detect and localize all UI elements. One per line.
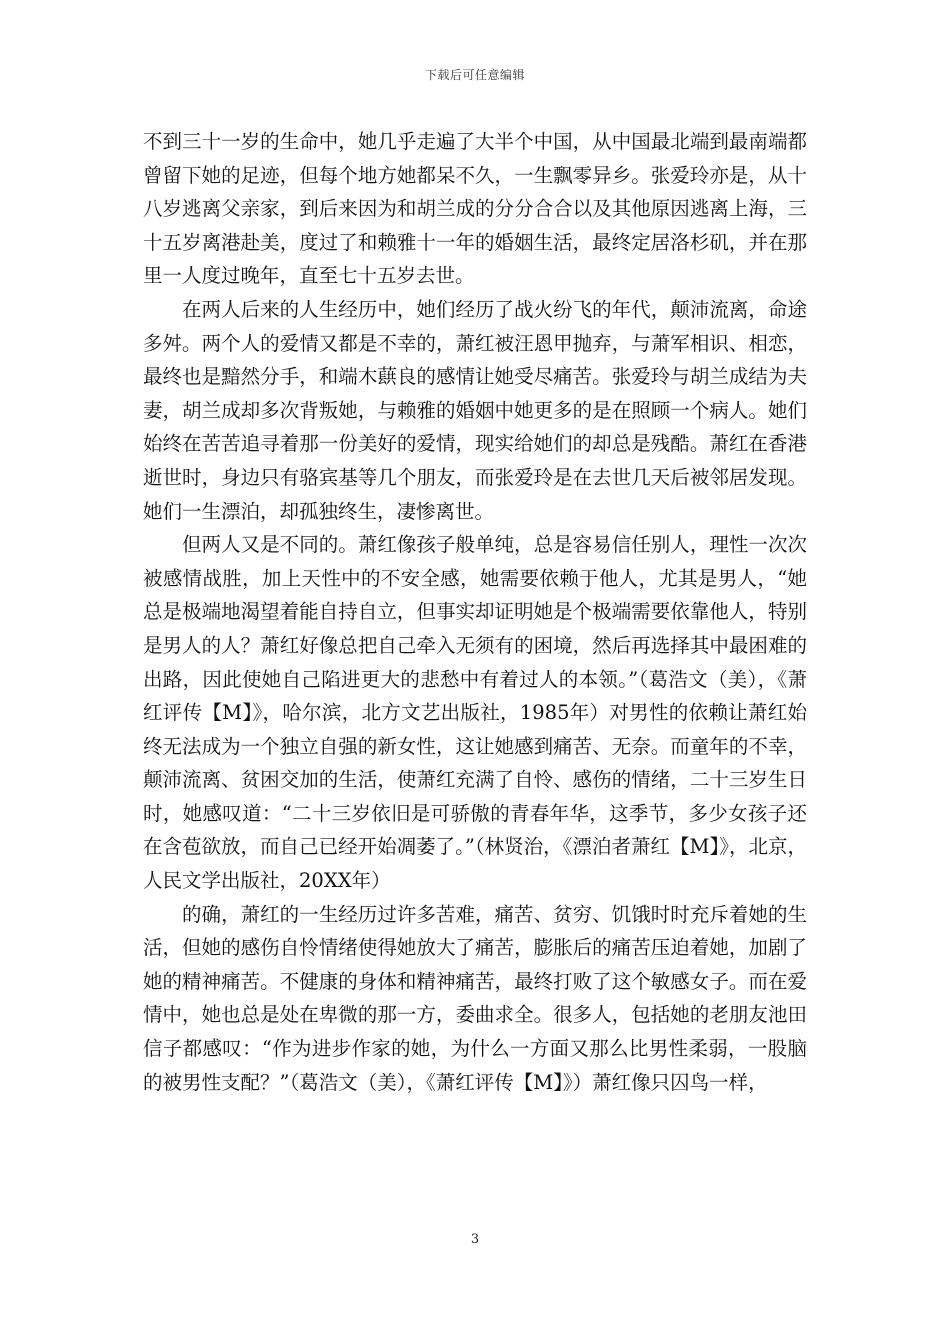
paragraph-2: 在两人后来的人生经历中，她们经历了战火纷飞的年代，颠沛流离，命途多舛。两个人的爱情又都是不幸的，萧红被汪恩甲抛弃，与萧军相识、相恋，最终也是黯然分手，和端木蕻良的感情让她受尽痛苦。张爱玲与胡兰成结为夫妻，胡兰成却多次背叛她，与赖雅的婚姻中她更多的是在照顾一个病人。她们始终在苦苦追寻着那一份美好的爱情，现实给她们的却总是残酷。萧红在香港逝世时，身边只有骆宾基等几个朋友，而张爱玲是在去世几天后被邻居发现。她们一生漂泊，却孤独终生，凄惨离世。: [143, 297, 807, 523]
page-header: 下载后可任意编辑: [424, 68, 525, 82]
body-text: [143, 125, 807, 1099]
paragraph-4: 的确，萧红的一生经历过许多苦难，痛苦、贫穷、饥饿时时充斥着她的生活，但她的感伤自怜情绪使得她放大了痛苦，膨胀后的痛苦压迫着她，加剧了她的精神痛苦。不健康的身体和精神痛苦，最终打败了这个敏感女子。而在爱情中，她也总是处在卑微的那一方，委曲求全。很多人，包括她的老朋友池田信子都感叹：“作为进步作家的她，为什么一方面又那么比男性柔弱，一股脑的被男性支配？”（葛浩文（美），《萧红评传【M】》）萧红像只囚鸟一样，: [143, 902, 807, 1094]
paragraph-3: 但两人又是不同的。萧红像孩子般单纯，总是容易信任别人，理性一次次被感情战胜，加上天性中的不安全感，她需要依赖于他人，尤其是男人，“她总是极端地渴望着能自持自立，但事实却证明她是个极端需要依靠他人，特别是男人的人？萧红好像总把自己牵入无须有的困境，然后再选择其中最困难的出路，因此使她自己陷进更大的悲愁中有着过人的本领。”（葛浩文（美），《萧红评传【M】》，哈尔滨，北方文艺出版社，1985年）对男性的依赖让萧红始终无法成为一个独立自强的新女性，这让她感到痛苦、无奈。而童年的不幸，颠沛流离、贫困交加的生活，使萧红充满了自怜、感伤的情绪，二十三岁生日时，她感叹道：“二十三岁依旧是可骄傲的青春年华，这季节，多少女孩子还在含苞欲放，而自己已经开始凋萎了。”（林贤治，《漂泊者萧红【M】》，北京，人民文学出版社，20XX年）: [143, 533, 807, 893]
paragraph-1: 不到三十一岁的生命中，她几乎走遍了大半个中国，从中国最北端到最南端都曾留下她的足迹，但每个地方她都呆不久，一生飘零异乡。张爱玲亦是，从十八岁逃离父亲家，到后来因为和胡兰成的分分合合以及其他原因逃离上海，三十五岁离港赴美，度过了和赖雅十一年的婚姻生活，最终定居洛杉矶，并在那里一人度过晚年，直至七十五岁去世。: [143, 130, 807, 288]
page-number: 3: [470, 1232, 480, 1247]
